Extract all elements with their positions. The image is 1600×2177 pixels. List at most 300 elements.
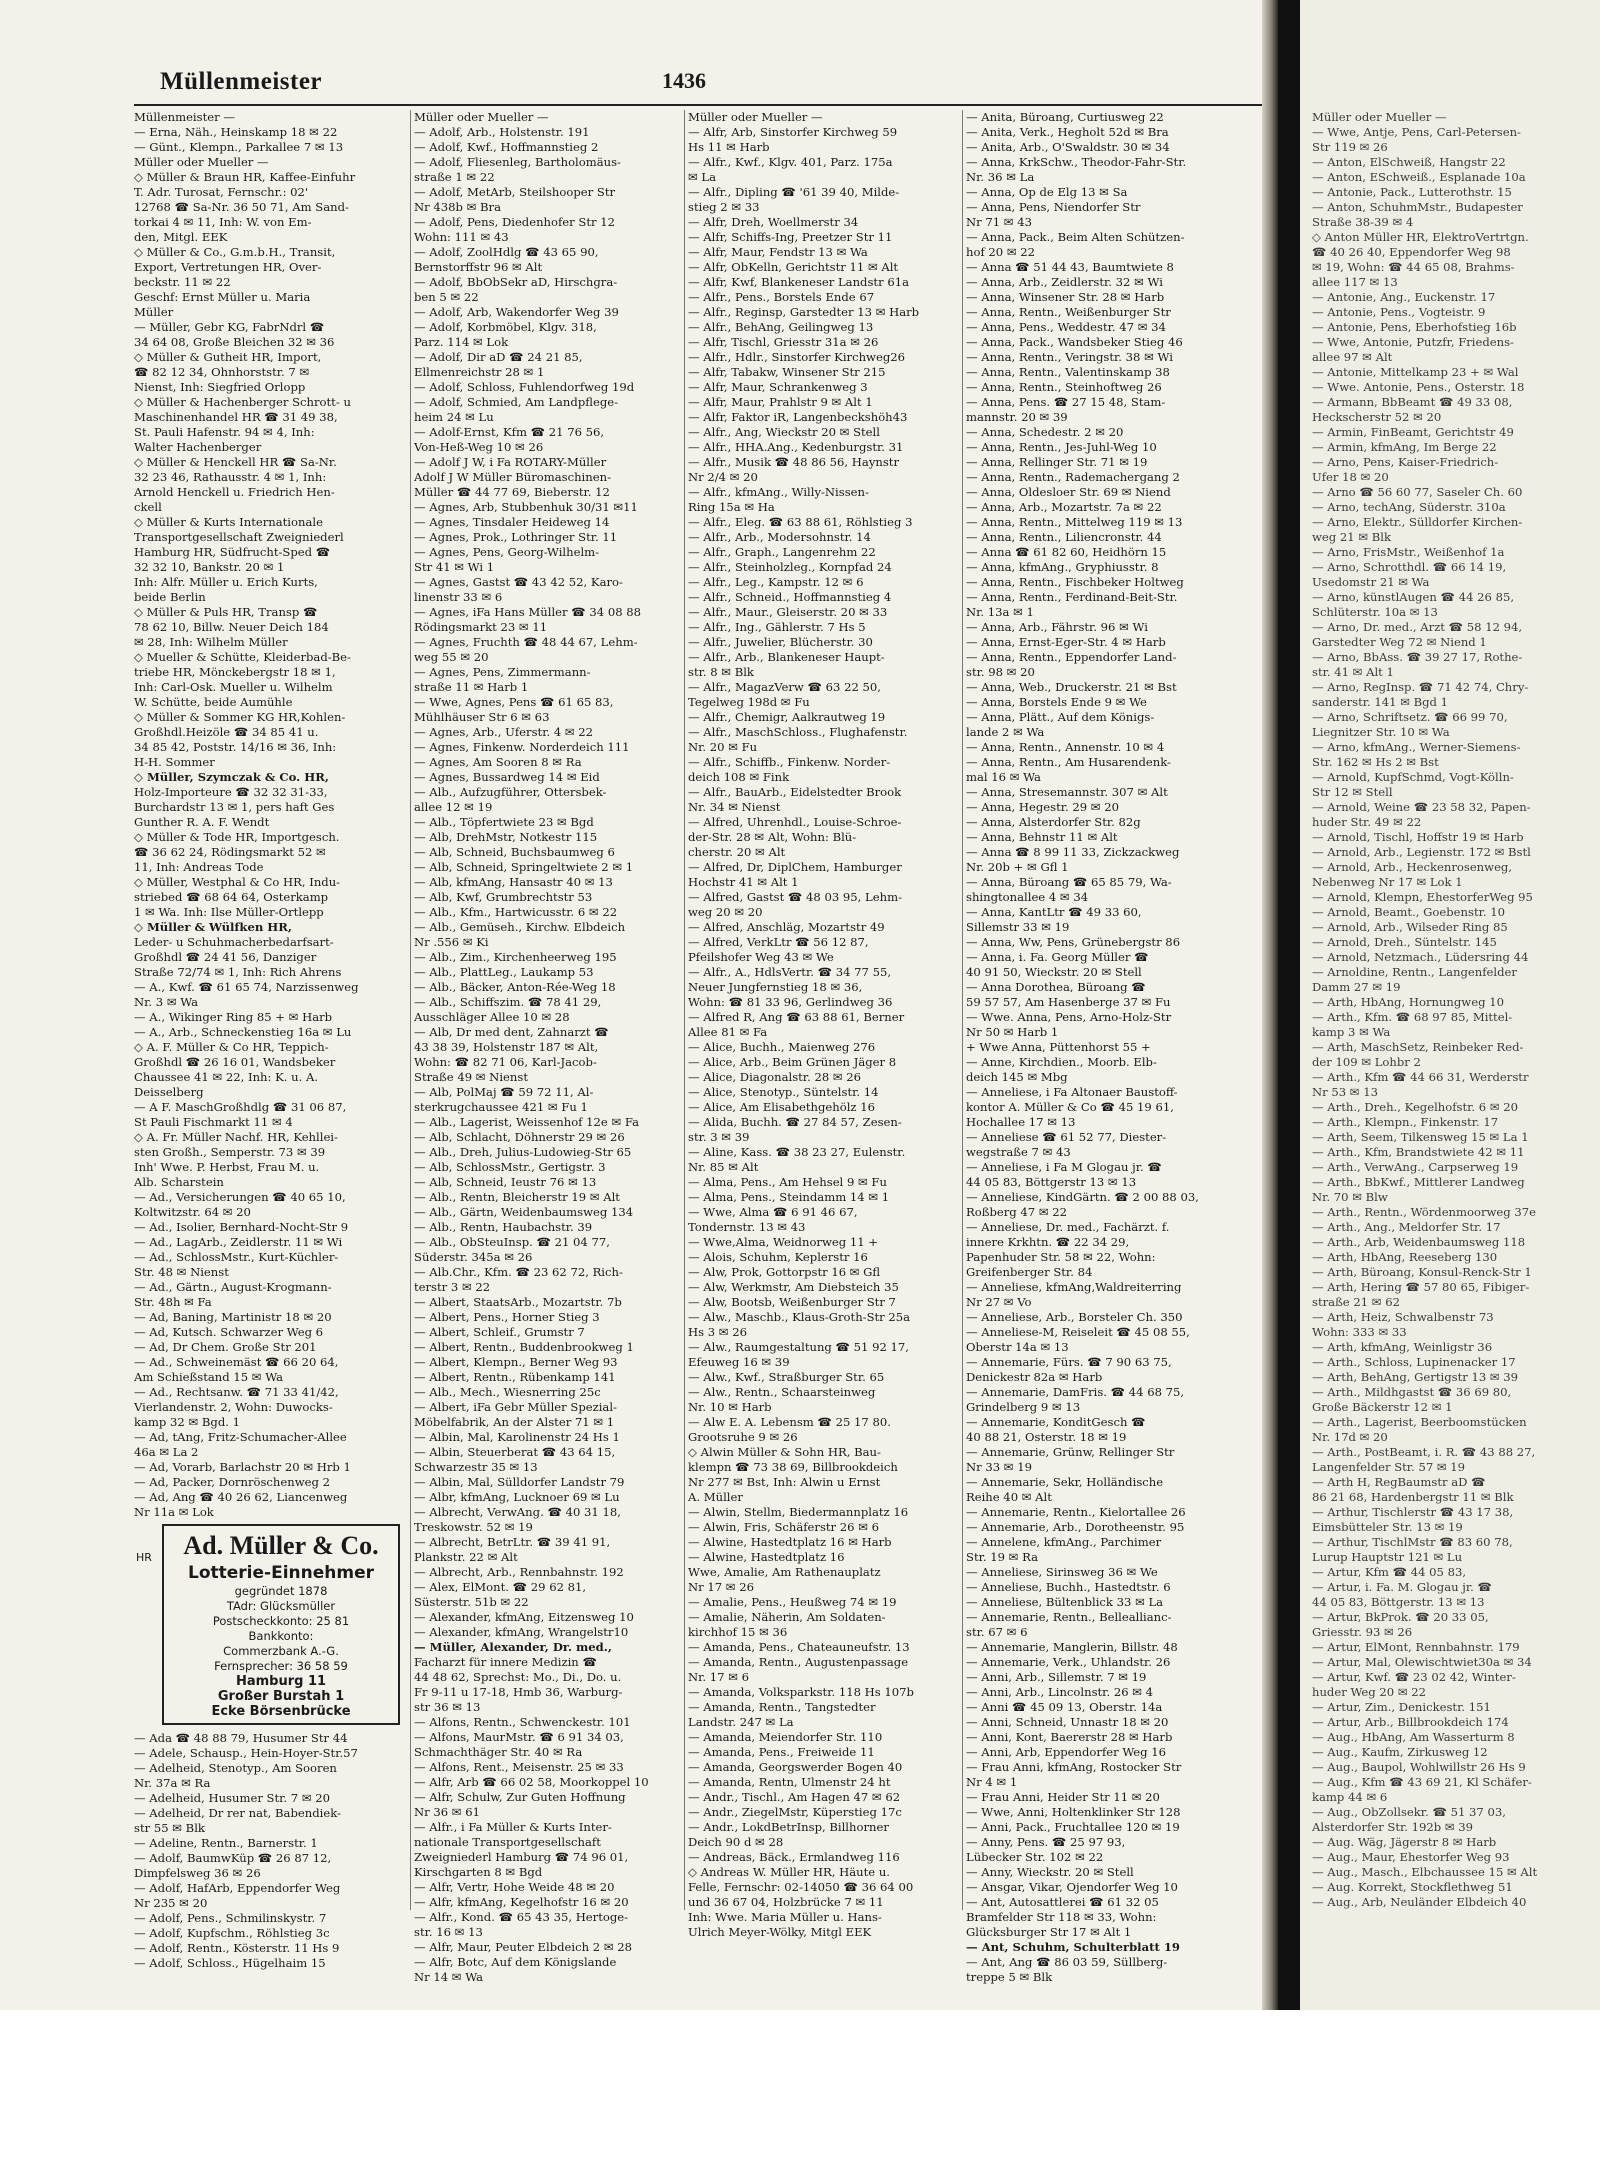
directory-entry-line: — Arth., VerwAng., Carpserweg 19	[1312, 1160, 1519, 1174]
directory-entry-line: — Adolf, HafArb, Eppendorfer Weg	[134, 1881, 341, 1895]
directory-entry-line: — Alfr, Maur, Fendstr 13 ✉ Wa	[688, 245, 868, 259]
gutter-shadow	[1278, 0, 1300, 2010]
directory-entry-line: — Agnes, Tinsdaler Heideweg 14	[414, 515, 610, 529]
directory-entry-line: ◇ Müller & Wülfken HR,	[134, 920, 292, 934]
directory-entry-line: — Alb, DrehMstr, Notkestr 115	[414, 830, 598, 844]
directory-entry-line: — Arth., Kfm, Brandstwiete 42 ✉ 11	[1312, 1145, 1525, 1159]
directory-entry-line: Müllenmeister —	[134, 110, 235, 124]
directory-entry-line: — Artur, Kfm ☎ 44 05 83,	[1312, 1565, 1467, 1579]
directory-entry-line: — Adolf, BaumwKüp ☎ 26 87 12,	[134, 1851, 332, 1865]
directory-entry-line: torkai 4 ✉ 11, Inh: W. von Em-	[134, 215, 312, 229]
directory-entry-line: Nr 50 ✉ Harb 1	[966, 1025, 1059, 1039]
directory-entry-line: Alsterdorfer Str. 192b ✉ 39	[1312, 1820, 1474, 1834]
directory-entry-line: — Arth., Mildhgastst ☎ 36 69 80,	[1312, 1385, 1512, 1399]
directory-entry-line: Str 12 ✉ Stell	[1312, 785, 1393, 799]
directory-entry-line: — Alw, Bootsb, Weißenburger Str 7	[688, 1295, 896, 1309]
directory-entry-line: — Anna Dorothea, Büroang ☎	[966, 980, 1146, 994]
directory-entry-line: — Albert, iFa Gebr Müller Spezial-	[414, 1400, 617, 1414]
directory-entry-line: — Alfr., Chemigr, Aalkrautweg 19	[688, 710, 886, 724]
directory-entry-line: — Anneliese, Buchh., Hastedtstr. 6	[966, 1580, 1171, 1594]
page-number: 1436	[662, 68, 706, 93]
directory-entry-line: sten Großh., Semperstr. 73 ✉ 39	[134, 1145, 326, 1159]
directory-entry-line: — Alfr., Hdlr., Sinstorfer Kirchweg26	[688, 350, 905, 364]
directory-entry-line: Nr 36 ✉ 61	[414, 1805, 480, 1819]
directory-entry-line: — Anny, Pens. ☎ 25 97 93,	[966, 1835, 1126, 1849]
directory-entry-line: — Anna, Plätt., Auf dem Königs-	[966, 710, 1155, 724]
directory-entry-line: 1 ✉ Wa. Inh: Ilse Müller-Ortlepp	[134, 905, 324, 919]
directory-entry-line: — Arth., BbKwf., Mittlerer Landweg	[1312, 1175, 1525, 1189]
directory-entry-line: Nr 71 ✉ 43	[966, 215, 1032, 229]
directory-entry-line: — Alice, Am Elisabethgehölz 16	[688, 1100, 875, 1114]
directory-entry-line: straße 11 ✉ Harb 1	[414, 680, 529, 694]
directory-column-2	[414, 110, 680, 1985]
directory-entry-line: Wohn: ☎ 82 71 06, Karl-Jacob-	[414, 1055, 597, 1069]
directory-entry-line: Tegelweg 198d ✉ Fu	[688, 695, 810, 709]
directory-entry-line: — Alb., Gemüseh., Kirchw. Elbdeich	[414, 920, 626, 934]
directory-entry-line: sanderstr. 141 ✉ Bgd 1	[1312, 695, 1449, 709]
directory-entry-line: — Adele, Schausp., Hein-Hoyer-Str.57	[134, 1746, 358, 1760]
directory-entry-line: — Arth., Kfm. ☎ 68 97 85, Mittel-	[1312, 1010, 1513, 1024]
directory-entry-line: straße 21 ✉ 62	[1312, 1295, 1400, 1309]
directory-entry-line: — Aug. Wäg, Jägerstr 8 ✉ Harb	[1312, 1835, 1497, 1849]
directory-entry-line: kirchhof 15 ✉ 36	[688, 1625, 788, 1639]
directory-entry-line: — Anni ☎ 45 09 13, Oberstr. 14a	[966, 1700, 1163, 1714]
directory-entry-line: — Ad, Ang ☎ 40 26 62, Liancenweg	[134, 1490, 348, 1504]
directory-entry-line: — Anneliese, Dr. med., Fachärzt. f.	[966, 1220, 1170, 1234]
directory-entry-line: Schlüterstr. 10a ✉ 13	[1312, 605, 1438, 619]
directory-entry-line: — Alfr., Schiffb., Finkenw. Norder-	[688, 755, 891, 769]
directory-entry-line: — Albrecht, VerwAng. ☎ 40 31 18,	[414, 1505, 621, 1519]
directory-entry-line: 44 48 62, Sprechst: Mo., Di., Do. u.	[414, 1670, 622, 1684]
directory-entry-line: — Anna, Arb., Fährstr. 96 ✉ Wi	[966, 620, 1148, 634]
directory-entry-line: — Alfr, Arb ☎ 66 02 58, Moorkoppel 10	[414, 1775, 649, 1789]
directory-entry-line: — Ad., LagArb., Zeidlerstr. 11 ✉ Wi	[134, 1235, 343, 1249]
directory-entry-line: — Annemarie, Arb., Dorotheenstr. 95	[966, 1520, 1185, 1534]
directory-entry-line: Dimpfelsweg 36 ✉ 26	[134, 1866, 261, 1880]
directory-entry-line: Rödingsmarkt 23 ✉ 11	[414, 620, 548, 634]
directory-entry-line: Wohn: 333 ✉ 33	[1312, 1325, 1407, 1339]
directory-entry-line: — Arth, Hering ☎ 57 80 65, Fibiger-	[1312, 1280, 1530, 1294]
directory-entry-line: — Alfr., Ang, Wieckstr 20 ✉ Stell	[688, 425, 880, 439]
directory-entry-line: — Anni, Kont, Baererstr 28 ✉ Harb	[966, 1730, 1173, 1744]
directory-entry-line: Nienst, Inh: Siegfried Orlopp	[134, 380, 306, 394]
directory-entry-line: — A., Wikinger Ring 85 + ✉ Harb	[134, 1010, 333, 1024]
directory-entry-line: 59 57 57, Am Hasenberge 37 ✉ Fu	[966, 995, 1171, 1009]
directory-entry-line: Straße 38-39 ✉ 4	[1312, 215, 1414, 229]
directory-entry-line: str. 67 ✉ 6	[966, 1625, 1028, 1639]
directory-entry-line: ◇ A. F. Müller & Co HR, Teppich-	[134, 1040, 329, 1054]
directory-entry-line: — Annemarie, KonditGesch ☎	[966, 1415, 1146, 1429]
directory-entry-line: — Adelheid, Husumer Str. 7 ✉ 20	[134, 1791, 331, 1805]
directory-entry-line: Arnold Henckell u. Friedrich Hen-	[134, 485, 335, 499]
directory-entry-line: Garstedter Weg 72 ✉ Niend 1	[1312, 635, 1487, 649]
directory-entry-line: Felle, Fernschr: 02-14050 ☎ 36 64 00	[688, 1880, 914, 1894]
directory-entry-line: Str. 162 ✉ Hs 2 ✉ Bst	[1312, 755, 1439, 769]
directory-entry-line: ◇ Müller & Kurts Internationale	[134, 515, 323, 529]
directory-entry-line: Großhdl ☎ 26 16 01, Wandsbeker	[134, 1055, 336, 1069]
directory-entry-line: — Anna, KrkSchw., Theodor-Fahr-Str.	[966, 155, 1187, 169]
directory-entry-line: Liegnitzer Str. 10 ✉ Wa	[1312, 725, 1450, 739]
directory-entry-line: — Alfr, Faktor iR, Langenbeckshöh43	[688, 410, 908, 424]
directory-entry-line: Nr 4 ✉ 1	[966, 1775, 1018, 1789]
directory-entry-line: — Wwe, Anni, Holtenklinker Str 128	[966, 1805, 1181, 1819]
directory-entry-line: Glücksburger Str 17 ✉ Alt 1	[966, 1925, 1132, 1939]
directory-entry-line: — Adolf, Kwf., Hoffmannstieg 2	[414, 140, 599, 154]
directory-entry-line: deich 145 ✉ Mbg	[966, 1070, 1068, 1084]
directory-entry-line: Lurup Hauptstr 121 ✉ Lu	[1312, 1550, 1463, 1564]
directory-entry-line: der-Str. 28 ✉ Alt, Wohn: Blü-	[688, 830, 857, 844]
directory-entry-line: Nr 27 ✉ Vo	[966, 1295, 1032, 1309]
directory-entry-line: — A F. MaschGroßhdlg ☎ 31 06 87,	[134, 1100, 347, 1114]
directory-entry-line: Hs 3 ✉ 26	[688, 1325, 747, 1339]
directory-entry-line: — Anna, Arb., Mozartstr. 7a ✉ 22	[966, 500, 1162, 514]
directory-entry-line: Ring 15a ✉ Ha	[688, 500, 775, 514]
directory-entry-line: Fr 9-11 u 17-18, Hmb 36, Warburg-	[414, 1685, 623, 1699]
directory-entry-line: ◇ Müller, Szymczak & Co. HR,	[134, 770, 329, 784]
directory-entry-line: Müller oder Mueller —	[414, 110, 549, 124]
directory-entry-line: Schwarzestr 35 ✉ 13	[414, 1460, 538, 1474]
directory-entry-line: ✉ 28, Inh: Wilhelm Müller	[134, 635, 288, 649]
directory-entry-line: mannstr. 20 ✉ 39	[966, 410, 1068, 424]
directory-entry-line: — Alfr, Arb, Sinstorfer Kirchweg 59	[688, 125, 898, 139]
directory-entry-line: — Agnes, Bussardweg 14 ✉ Eid	[414, 770, 600, 784]
directory-entry-line: huder Str. 49 ✉ 22	[1312, 815, 1422, 829]
directory-entry-line: Am Schießstand 15 ✉ Wa	[134, 1370, 284, 1384]
directory-entry-line: ◇ Anton Müller HR, ElektroVertrtgn.	[1312, 230, 1529, 244]
ad-side-label: HR	[136, 1551, 152, 1564]
directory-entry-line: — Armin, FinBeamt, Gerichtstr 49	[1312, 425, 1514, 439]
directory-entry-line: Treskowstr. 52 ✉ 19	[414, 1520, 533, 1534]
directory-entry-line: — Anna, Rellinger Str. 71 ✉ 19	[966, 455, 1148, 469]
directory-entry-line: Str. 48 ✉ Nienst	[134, 1265, 229, 1279]
directory-entry-line: — Antonie, Mittelkamp 23 + ✉ Wal	[1312, 365, 1519, 379]
facing-page-column	[1312, 110, 1594, 1910]
directory-entry-line: 43 38 39, Holstenstr 187 ✉ Alt,	[414, 1040, 599, 1054]
directory-entry-line: — Alfr, Schiffs-Ing, Preetzer Str 11	[688, 230, 893, 244]
directory-entry-line: ckell	[134, 500, 162, 514]
directory-entry-line: — Ad, Kutsch. Schwarzer Weg 6	[134, 1325, 324, 1339]
directory-entry-line: — Anna, Stresemannstr. 307 ✉ Alt	[966, 785, 1168, 799]
directory-entry-line: — Alex, ElMont. ☎ 29 62 81,	[414, 1580, 587, 1594]
directory-entry-line: — Armin, kfmAng, Im Berge 22	[1312, 440, 1497, 454]
directory-entry-line: — Alfred R, Ang ☎ 63 88 61, Berner	[688, 1010, 905, 1024]
directory-entry-line: — Alfr., Kwf., Klgv. 401, Parz. 175a	[688, 155, 893, 169]
directory-entry-line: mal 16 ✉ Wa	[966, 770, 1041, 784]
directory-entry-line: — Anna ☎ 61 82 60, Heidhörn 15	[966, 545, 1167, 559]
directory-entry-line: — Anton, ElSchweiß, Hangstr 22	[1312, 155, 1506, 169]
directory-entry-line: — Anna, Rentn., Veringstr. 38 ✉ Wi	[966, 350, 1173, 364]
directory-entry-line: Pfeilshofer Weg 43 ✉ We	[688, 950, 834, 964]
directory-entry-line: Hs 11 ✉ Harb	[688, 140, 770, 154]
directory-entry-line: — Anneliese ☎ 61 52 77, Diester-	[966, 1130, 1167, 1144]
directory-entry-line: — Alw., Raumgestaltung ☎ 51 92 17,	[688, 1340, 909, 1354]
directory-entry-line: H-H. Sommer	[134, 755, 215, 769]
directory-entry-line: — Alfr, Kwf, Blankeneser Landstr 61a	[688, 275, 909, 289]
bottom-margin	[0, 2010, 1600, 2177]
directory-entry-line: — Alb, Dr med dent, Zahnarzt ☎	[414, 1025, 609, 1039]
directory-entry-line: — Anna, kfmAng., Gryphiusstr. 8	[966, 560, 1159, 574]
directory-entry-line: — Anna, Behnstr 11 ✉ Alt	[966, 830, 1118, 844]
directory-entry-line: ☎ 82 12 34, Ohnhorststr. 7 ✉	[134, 365, 310, 379]
directory-entry-line: St Pauli Fischmarkt 11 ✉ 4	[134, 1115, 293, 1129]
directory-entry-line: — Alw., Maschb., Klaus-Groth-Str 25a	[688, 1310, 911, 1324]
directory-entry-line: — Wwe, Alma ☎ 6 91 46 67,	[688, 1205, 858, 1219]
directory-entry-line: allee 97 ✉ Alt	[1312, 350, 1393, 364]
directory-entry-line: — Agnes, Fruchth ☎ 48 44 67, Lehm-	[414, 635, 638, 649]
directory-entry-line: — Alwine, Hastedtplatz 16	[688, 1550, 845, 1564]
directory-entry-line: — Alb.Chr., Kfm. ☎ 23 62 72, Rich-	[414, 1265, 623, 1279]
directory-entry-line: — Alfr., Reginsp, Garstedter 13 ✉ Harb	[688, 305, 920, 319]
directory-entry-line: — Annemarie, Rentn., Belleallianc-	[966, 1610, 1172, 1624]
directory-entry-line: Nr .556 ✉ Ki	[414, 935, 489, 949]
directory-entry-line: — Arno, Elektr., Sülldorfer Kirchen-	[1312, 515, 1523, 529]
page-header	[134, 66, 1262, 102]
ad-line: Postscheckkonto: 25 81	[212, 1614, 350, 1628]
directory-entry-line: — Arnold, KupfSchmd, Vogt-Kölln-	[1312, 770, 1514, 784]
directory-entry-line: — Alfred, Gastst ☎ 48 03 95, Lehm-	[688, 890, 902, 904]
directory-entry-line: — Amalie, Pens., Heußweg 74 ✉ 19	[688, 1595, 897, 1609]
directory-entry-line: — Armann, BbBeamt ☎ 49 33 08,	[1312, 395, 1513, 409]
directory-entry-line: — Arnold, Klempn, EhestorferWeg 95	[1312, 890, 1533, 904]
directory-entry-line: — Arnold, Dreh., Süntelstr. 145	[1312, 935, 1497, 949]
directory-entry-line: — Alfr., MagazVerw ☎ 63 22 50,	[688, 680, 881, 694]
directory-entry-line: — Alb, SchlossMstr., Gertigstr. 3	[414, 1160, 606, 1174]
directory-entry-line: — Albert, Rentn., Rübenkamp 141	[414, 1370, 616, 1384]
directory-entry-line: — Arnold, Arb., Legienstr. 172 ✉ Bstl	[1312, 845, 1531, 859]
directory-entry-line: — Alfr., Maur., Gleiserstr. 20 ✉ 33	[688, 605, 888, 619]
directory-entry-line: — Antonie, Pens., Vogteistr. 9	[1312, 305, 1486, 319]
directory-entry-line: — Anni, Pack., Fruchtallee 120 ✉ 19	[966, 1820, 1180, 1834]
directory-entry-line: Export, Vertretungen HR, Over-	[134, 260, 322, 274]
directory-entry-line: wegstraße 7 ✉ 43	[966, 1145, 1071, 1159]
directory-entry-line: weg 55 ✉ 20	[414, 650, 489, 664]
directory-entry-line: — Müller, Gebr KG, FabrNdrl ☎	[134, 320, 325, 334]
directory-entry-line: ◇ Mueller & Schütte, Kleiderbad-Be-	[134, 650, 351, 664]
directory-entry-line: — Wwe,Alma, Weidnorweg 11 +	[688, 1235, 879, 1249]
directory-entry-line: — Amanda, Georgswerder Bogen 40	[688, 1760, 903, 1774]
directory-entry-line: — Annemarie, Fürs. ☎ 7 90 63 75,	[966, 1355, 1172, 1369]
directory-entry-line: — Aug., Kaufm, Zirkusweg 12	[1312, 1745, 1488, 1759]
directory-entry-line: ◇ Müller & Braun HR, Kaffee-Einfuhr	[134, 170, 356, 184]
directory-entry-line: ◇ A. Fr. Müller Nachf. HR, Kehllei-	[134, 1130, 338, 1144]
directory-entry-line: Heckscherstr 52 ✉ 20	[1312, 410, 1442, 424]
directory-entry-line: — Ad, Dr Chem. Große Str 201	[134, 1340, 317, 1354]
directory-entry-line: — Anneliese, KindGärtn. ☎ 2 00 88 03,	[966, 1190, 1199, 1204]
directory-entry-line: — Alma, Pens., Steindamm 14 ✉ 1	[688, 1190, 890, 1204]
column-divider	[410, 110, 411, 1910]
directory-entry-line: — Erna, Näh., Heinskamp 18 ✉ 22	[134, 125, 338, 139]
directory-entry-line: Wohn: 111 ✉ 43	[414, 230, 509, 244]
directory-entry-line: weg 21 ✉ Blk	[1312, 530, 1391, 544]
directory-entry-line: Nr 11a ✉ Lok	[134, 1505, 214, 1519]
directory-entry-line: — Alfr., Pens., Borstels Ende 67	[688, 290, 875, 304]
directory-entry-line: — Arth, Seem, Tilkensweg 15 ✉ La 1	[1312, 1130, 1529, 1144]
directory-entry-line: — Antonie, Pack., Lutterothstr. 15	[1312, 185, 1512, 199]
directory-entry-line: — Arth., Kfm ☎ 44 66 31, Werderstr	[1312, 1070, 1529, 1084]
directory-entry-line: — Arno, Schriftsetz. ☎ 66 99 70,	[1312, 710, 1508, 724]
directory-entry-line: — Agnes, Arb., Uferstr. 4 ✉ 22	[414, 725, 594, 739]
directory-entry-line: Plankstr. 22 ✉ Alt	[414, 1550, 518, 1564]
directory-entry-line: — Alfr, Schulw, Zur Guten Hoffnung	[414, 1790, 626, 1804]
directory-entry-line: — Alois, Schuhm, Keplerstr 16	[688, 1250, 868, 1264]
directory-entry-line: — Arth., Lagerist, Beerboomstücken	[1312, 1415, 1527, 1429]
directory-entry-line: Nr. 85 ✉ Alt	[688, 1160, 759, 1174]
directory-entry-line: Müller oder Mueller —	[134, 155, 269, 169]
directory-entry-line: — Agnes, Gastst ☎ 43 42 52, Karo-	[414, 575, 623, 589]
directory-entry-line: 34 85 42, Poststr. 14/16 ✉ 36, Inh:	[134, 740, 337, 754]
directory-entry-line: Walter Hachenberger	[134, 440, 262, 454]
directory-entry-line: — Arthur, Tischlerstr ☎ 43 17 38,	[1312, 1505, 1514, 1519]
directory-entry-line: ◇ Müller & Tode HR, Importgesch.	[134, 830, 340, 844]
directory-entry-line: — Albert, Pens., Horner Stieg 3	[414, 1310, 600, 1324]
directory-entry-line: — Alw, Prok, Gottorpstr 16 ✉ Gfl	[688, 1265, 881, 1279]
directory-entry-line: + Wwe Anna, Püttenhorst 55 +	[966, 1040, 1151, 1054]
directory-entry-line: klempn ☎ 73 38 69, Billbrookdeich	[688, 1460, 898, 1474]
directory-entry-line: — Alb, Schneid, Buchsbaumweg 6	[414, 845, 615, 859]
directory-entry-line: — Aline, Kass. ☎ 38 23 27, Eulenstr.	[688, 1145, 906, 1159]
directory-entry-line: — Alida, Buchh. ☎ 27 84 57, Zesen-	[688, 1115, 902, 1129]
ad-line: Fernsprecher: 36 58 59	[214, 1659, 348, 1673]
directory-entry-line: Ulrich Meyer-Wölky, Mitgl EEK	[688, 1925, 872, 1939]
directory-entry-line: — Anneliese-M, Reiseleit ☎ 45 08 55,	[966, 1325, 1190, 1339]
directory-entry-line: — Arno ☎ 56 60 77, Saseler Ch. 60	[1312, 485, 1523, 499]
directory-entry-line: — Alfons, Rent., Meisenstr. 25 ✉ 33	[414, 1760, 624, 1774]
directory-entry-line: — Anna, Ernst-Eger-Str. 4 ✉ Harb	[966, 635, 1166, 649]
directory-entry-line: Langenfelder Str. 57 ✉ 19	[1312, 1460, 1466, 1474]
directory-entry-line: — Artur, ElMont, Rennbahnstr. 179	[1312, 1640, 1520, 1654]
directory-entry-line: Nr 438b ✉ Bra	[414, 200, 501, 214]
directory-entry-line: — Arth, Heiz, Schwalbenstr 73	[1312, 1310, 1494, 1324]
ad-line: Commerzbank A.-G.	[223, 1644, 339, 1658]
directory-entry-line: — Ad., SchlossMstr., Kurt-Küchler-	[134, 1250, 339, 1264]
directory-entry-line: — Adolf, Schloss, Fuhlendorfweg 19d	[414, 380, 635, 394]
directory-entry-line: — Agnes, Prok., Lothringer Str. 11	[414, 530, 618, 544]
directory-entry-line: — Annemarie, Manglerin, Billstr. 48	[966, 1640, 1178, 1654]
directory-entry-line: 46a ✉ La 2	[134, 1445, 199, 1459]
directory-entry-line: Große Bäckerstr 12 ✉ 1	[1312, 1400, 1453, 1414]
directory-entry-line: — Anni, Arb, Eppendorfer Weg 16	[966, 1745, 1167, 1759]
directory-entry-line: W. Schütte, beide Aumühle	[134, 695, 293, 709]
directory-entry-line: — Anna, Rentn., Annenstr. 10 ✉ 4	[966, 740, 1165, 754]
directory-entry-line: — Anna, Pens., Weddestr. 47 ✉ 34	[966, 320, 1166, 334]
directory-entry-line: Bramfelder Str 118 ✉ 33, Wohn:	[966, 1910, 1157, 1924]
directory-entry-line: Reihe 40 ✉ Alt	[966, 1490, 1052, 1504]
directory-entry-line: Gunther R. A. F. Wendt	[134, 815, 270, 829]
directory-entry-line: — Amanda, Rentn., Tangstedter	[688, 1700, 876, 1714]
directory-entry-line: — Albert, Rentn., Buddenbrookweg 1	[414, 1340, 634, 1354]
directory-entry-line: — Anneliese, i Fa Altonaer Baustoff-	[966, 1085, 1178, 1099]
ad-line: Bankkonto:	[248, 1629, 314, 1643]
directory-entry-line: str. 16 ✉ 13	[414, 1925, 483, 1939]
directory-entry-line: — Alb., Lagerist, Weissenhof 12e ✉ Fa	[414, 1115, 640, 1129]
directory-entry-line: — Alb., PlattLeg., Laukamp 53	[414, 965, 594, 979]
directory-entry-line: 40 91 50, Wieckstr. 20 ✉ Stell	[966, 965, 1142, 979]
directory-entry-line: — Wwe, Antje, Pens, Carl-Petersen-	[1312, 125, 1521, 139]
directory-entry-line: — Arth, BehAng, Gertigstr 13 ✉ 39	[1312, 1370, 1519, 1384]
directory-entry-line: — Anna, Schedestr. 2 ✉ 20	[966, 425, 1124, 439]
directory-entry-line: — Alwine, Hastedtplatz 16 ✉ Harb	[688, 1535, 892, 1549]
directory-entry-line: Nr 53 ✉ 13	[1312, 1085, 1378, 1099]
directory-entry-line: — Andr., ZiegelMstr, Küperstieg 17c	[688, 1805, 902, 1819]
directory-entry-line: Süsterstr. 51b ✉ 22	[414, 1595, 529, 1609]
directory-entry-line: 11, Inh: Andreas Tode	[134, 860, 264, 874]
directory-entry-line: — Albr, kfmAng, Lucknoer 69 ✉ Lu	[414, 1490, 620, 1504]
directory-entry-line: — Andr., LokdBetrInsp, Billhorner	[688, 1820, 889, 1834]
directory-entry-line: — Albert, Klempn., Berner Weg 93	[414, 1355, 618, 1369]
directory-entry-line: straße 1 ✉ 22	[414, 170, 495, 184]
directory-entry-line: — Alb, Schneid, Springeltwiete 2 ✉ 1	[414, 860, 634, 874]
directory-entry-line: — Alfred, VerkLtr ☎ 56 12 87,	[688, 935, 869, 949]
directory-entry-line: — Alb., Dreh, Julius-Ludowieg-Str 65	[414, 1145, 632, 1159]
directory-entry-line: str 55 ✉ Blk	[134, 1821, 205, 1835]
directory-entry-line: Eimsbütteler Str. 13 ✉ 19	[1312, 1520, 1463, 1534]
directory-entry-line: — Ad, Vorarb, Barlachstr 20 ✉ Hrb 1	[134, 1460, 351, 1474]
directory-entry-line: — Adolf, Rentn., Kösterstr. 11 Hs 9	[134, 1941, 340, 1955]
directory-entry-line: — Agnes, iFa Hans Müller ☎ 34 08 88	[414, 605, 642, 619]
directory-entry-line: — Wwe, Antonie, Putzfr, Friedens-	[1312, 335, 1514, 349]
directory-entry-line: deich 108 ✉ Fink	[688, 770, 790, 784]
directory-entry-line: huder Weg 20 ✉ 22	[1312, 1685, 1426, 1699]
directory-entry-line: St. Pauli Hafenstr. 94 ✉ 4, Inh:	[134, 425, 315, 439]
directory-entry-line: — Adolf, Fliesenleg, Bartholomäus-	[414, 155, 621, 169]
directory-entry-line: Inh: Alfr. Müller u. Erich Kurts,	[134, 575, 318, 589]
directory-entry-line: — Anna, Web., Druckerstr. 21 ✉ Bst	[966, 680, 1177, 694]
directory-entry-line: terstr 3 ✉ 22	[414, 1280, 491, 1294]
directory-entry-line: — Arno, Dr. med., Arzt ☎ 58 12 94,	[1312, 620, 1523, 634]
directory-entry-line: ◇ Müller & Gutheit HR, Import,	[134, 350, 322, 364]
directory-entry-line: — Adolf, Schmied, Am Landpflege-	[414, 395, 619, 409]
directory-entry-line: — Ant, Schuhm, Schulterblatt 19	[966, 1940, 1180, 1954]
directory-entry-line: — Ad., Versicherungen ☎ 40 65 10,	[134, 1190, 346, 1204]
directory-entry-line: — Agnes, Am Sooren 8 ✉ Ra	[414, 755, 582, 769]
directory-entry-line: — Alfr., Steinholzleg., Kornpfad 24	[688, 560, 892, 574]
directory-entry-line: — Aug., Maur, Ehestorfer Weg 93	[1312, 1850, 1510, 1864]
directory-entry-line: — Alb., Bäcker, Anton-Rée-Weg 18	[414, 980, 616, 994]
directory-entry-line: — Alfr, Dreh, Woellmerstr 34	[688, 215, 859, 229]
directory-entry-line: — Arnold, Weine ☎ 23 58 32, Papen-	[1312, 800, 1531, 814]
ad-box	[162, 1524, 400, 1725]
directory-entry-line: — Albin, Mal, Karolinenstr 24 Hs 1	[414, 1430, 620, 1444]
directory-entry-line: ◇ Müller & Puls HR, Transp ☎	[134, 605, 318, 619]
directory-entry-line: — Alb, Kwf, Grumbrechtstr 53	[414, 890, 593, 904]
directory-entry-line: Lübecker Str. 102 ✉ 22	[966, 1850, 1104, 1864]
directory-entry-line: ✉ 19, Wohn: ☎ 44 65 08, Brahms-	[1312, 260, 1515, 274]
directory-entry-line: Griesstr. 93 ✉ 26	[1312, 1625, 1413, 1639]
directory-entry-line: Grootsruhe 9 ✉ 26	[688, 1430, 798, 1444]
directory-entry-line: — Arth H, RegBaumstr aD ☎	[1312, 1475, 1486, 1489]
directory-entry-line: — Anneliese, kfmAng,Waldreiterring	[966, 1280, 1182, 1294]
directory-entry-line: — Agnes, Finkenw. Norderdeich 111	[414, 740, 630, 754]
directory-entry-line: — Alw., Rentn., Schaarsteinweg	[688, 1385, 876, 1399]
directory-entry-line: A. Müller	[688, 1490, 743, 1504]
directory-entry-line: — Adolf, Pens, Diedenhofer Str 12	[414, 215, 615, 229]
directory-entry-line: — Alfr., Musik ☎ 48 86 56, Haynstr	[688, 455, 899, 469]
directory-entry-line: — Adolf, Dir aD ☎ 24 21 85,	[414, 350, 583, 364]
directory-entry-line: — Frau Anni, kfmAng, Rostocker Str	[966, 1760, 1182, 1774]
directory-entry-line: triebe HR, Mönckebergstr 18 ✉ 1,	[134, 665, 336, 679]
directory-entry-line: Deich 90 d ✉ 28	[688, 1835, 784, 1849]
directory-entry-line: Nr. 70 ✉ Blw	[1312, 1190, 1388, 1204]
directory-entry-line: — Anna, Pack., Beim Alten Schützen-	[966, 230, 1185, 244]
directory-entry-line: — Aug., Arb, Neuländer Elbdeich 40	[1312, 1895, 1527, 1909]
directory-entry-line: — Alb., ObSteuInsp. ☎ 21 04 77,	[414, 1235, 610, 1249]
directory-entry-line: shingtonallee 4 ✉ 34	[966, 890, 1089, 904]
directory-entry-line: heim 24 ✉ Lu	[414, 410, 494, 424]
directory-entry-line: Vierlandenstr. 2, Wohn: Duwocks-	[134, 1400, 333, 1414]
directory-entry-line: — Alb., Gärtn, Weidenbaumsweg 134	[414, 1205, 634, 1219]
directory-entry-line: ◇ Alwin Müller & Sohn HR, Bau-	[688, 1445, 881, 1459]
directory-entry-line: — Anna, i. Fa. Georg Müller ☎	[966, 950, 1149, 964]
